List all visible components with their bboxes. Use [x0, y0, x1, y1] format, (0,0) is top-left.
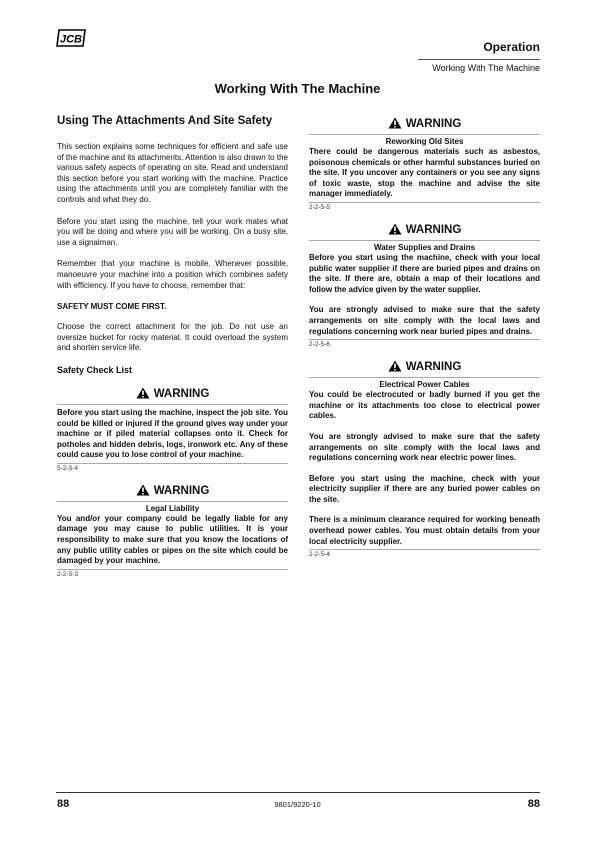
- mobile-paragraph: Remember that your machine is mobile. Whenever possible, manoeuvre your machine into a position which combines safety with efficiency. If you have to choose, remember that:: [57, 259, 288, 290]
- section-title: Using The Attachments And Site Safety: [57, 115, 273, 127]
- header-rule: [418, 59, 540, 60]
- right-column: [309, 115, 540, 568]
- warning-subtitle: Electrical Power Cables: [379, 380, 470, 390]
- warning-block-job-site: [57, 385, 288, 472]
- left-column: [57, 115, 288, 588]
- warning-label: WARNING: [405, 118, 462, 130]
- warning-text: There could be dangerous materials such as asbestos, poisonous chemicals or other harmful substances buried on the site. If you uncover any containers or you see any signs of toxic waste, stop the machine and advise the site manager immediately.: [309, 147, 540, 199]
- page-number-right: 88: [527, 798, 540, 810]
- page-number-left: 88: [57, 798, 70, 810]
- warning-label: WARNING: [405, 223, 462, 236]
- warning-code: 2-2-5-4: [309, 549, 540, 558]
- warning-triangle-icon: [136, 484, 150, 496]
- warning-code: 5-2-3-4: [57, 463, 288, 472]
- warning-block-old-sites: [309, 115, 540, 211]
- warning-triangle-icon: [388, 223, 402, 235]
- header-subsection: Working With The Machine: [432, 63, 540, 73]
- warning-text: You could be electrocuted or badly burned if you get the machine or its attachments too close to electrical power cables.: [309, 390, 540, 421]
- warning-triangle-icon: [136, 387, 150, 399]
- intro-paragraph: This section explains some techniques for efficient and safe use of the machine and its attachments. Attention is also drawn to the various safety aspects of operating on site. Read and understand this section before you start working with the machine. Practice using the attachments until you are completely familiar with the controls and what they do.: [57, 142, 288, 204]
- warning-block-legal-liability: [57, 482, 288, 578]
- attachment-paragraph: Choose the correct attachment for the job. Do not use an oversize bucket for rocky material. It could overload the system and shorten service life.: [57, 322, 288, 353]
- warning-text: You and/or your company could be legally liable for any damage you may cause to public utilities. It is your responsibility to make sure that you know the locations of any public utility cables or pipes on the site which could be damaged by your machine.: [57, 513, 288, 566]
- footer-rule: [56, 792, 540, 793]
- warning-text: There is a minimum clearance required for working beneath overhead power cables. You must obtain details from your local electricity supplier.: [309, 515, 540, 546]
- jcb-logo: [56, 29, 86, 47]
- warning-block-water-supplies: [309, 221, 540, 348]
- warning-block-power-cables: [309, 358, 540, 558]
- safety-first-text: SAFETY MUST COME FIRST.: [57, 302, 167, 312]
- warning-triangle-icon: [388, 360, 402, 372]
- warning-label: WARNING: [405, 361, 462, 374]
- warning-text: Before you start using the machine, check with your local public water supplier if there are buried pipes and drains on the site. If there are, obtain a map of their locations and follow the advice given by the water supplier.: [309, 252, 540, 294]
- warning-code: 2-2-5-3: [57, 569, 288, 578]
- warning-subtitle: Legal Liability: [145, 503, 200, 513]
- check-list-title: Safety Check List: [57, 364, 133, 375]
- warning-code: 2-2-5-6: [309, 339, 540, 348]
- warning-code: 2-2-5-5: [309, 202, 540, 211]
- logo-text: JCB: [59, 33, 83, 46]
- header-section: Operation: [483, 40, 540, 54]
- warning-subtitle: Reworking Old Sites: [385, 137, 464, 146]
- warning-text: You are strongly advised to make sure that the safety arrangements on site comply with the local laws and regulations concerning work near electric power lines.: [309, 431, 540, 463]
- warning-text: Before you start using the machine, inspect the job site. You could be killed or injured if the ground gives way under your machine or if piled material collapses onto it. Check for potholes and hidden debris, logs, ironwork etc. Any of these could cause you to lose control of your machine.: [57, 407, 288, 460]
- warning-label: WARNING: [153, 387, 210, 400]
- workmates-paragraph: Before you start using the machine, tell your work mates what you will be doing and where you will be working. On a busy site, use a signalman.: [57, 216, 288, 247]
- document-number: 9801/9220-10: [274, 800, 321, 809]
- warning-subtitle: Water Supplies and Drains: [373, 242, 476, 252]
- warning-triangle-icon: [388, 117, 402, 129]
- warning-text: Before you start using the machine, check with your electricity supplier if there are any buried power cables on the site.: [309, 473, 540, 504]
- warning-label: WARNING: [153, 484, 210, 497]
- warning-text: You are strongly advised to make sure that the safety arrangements on site comply with the local laws and regulations concerning work near buried pipes and drains.: [309, 305, 540, 336]
- page-title: Working With The Machine: [214, 81, 381, 96]
